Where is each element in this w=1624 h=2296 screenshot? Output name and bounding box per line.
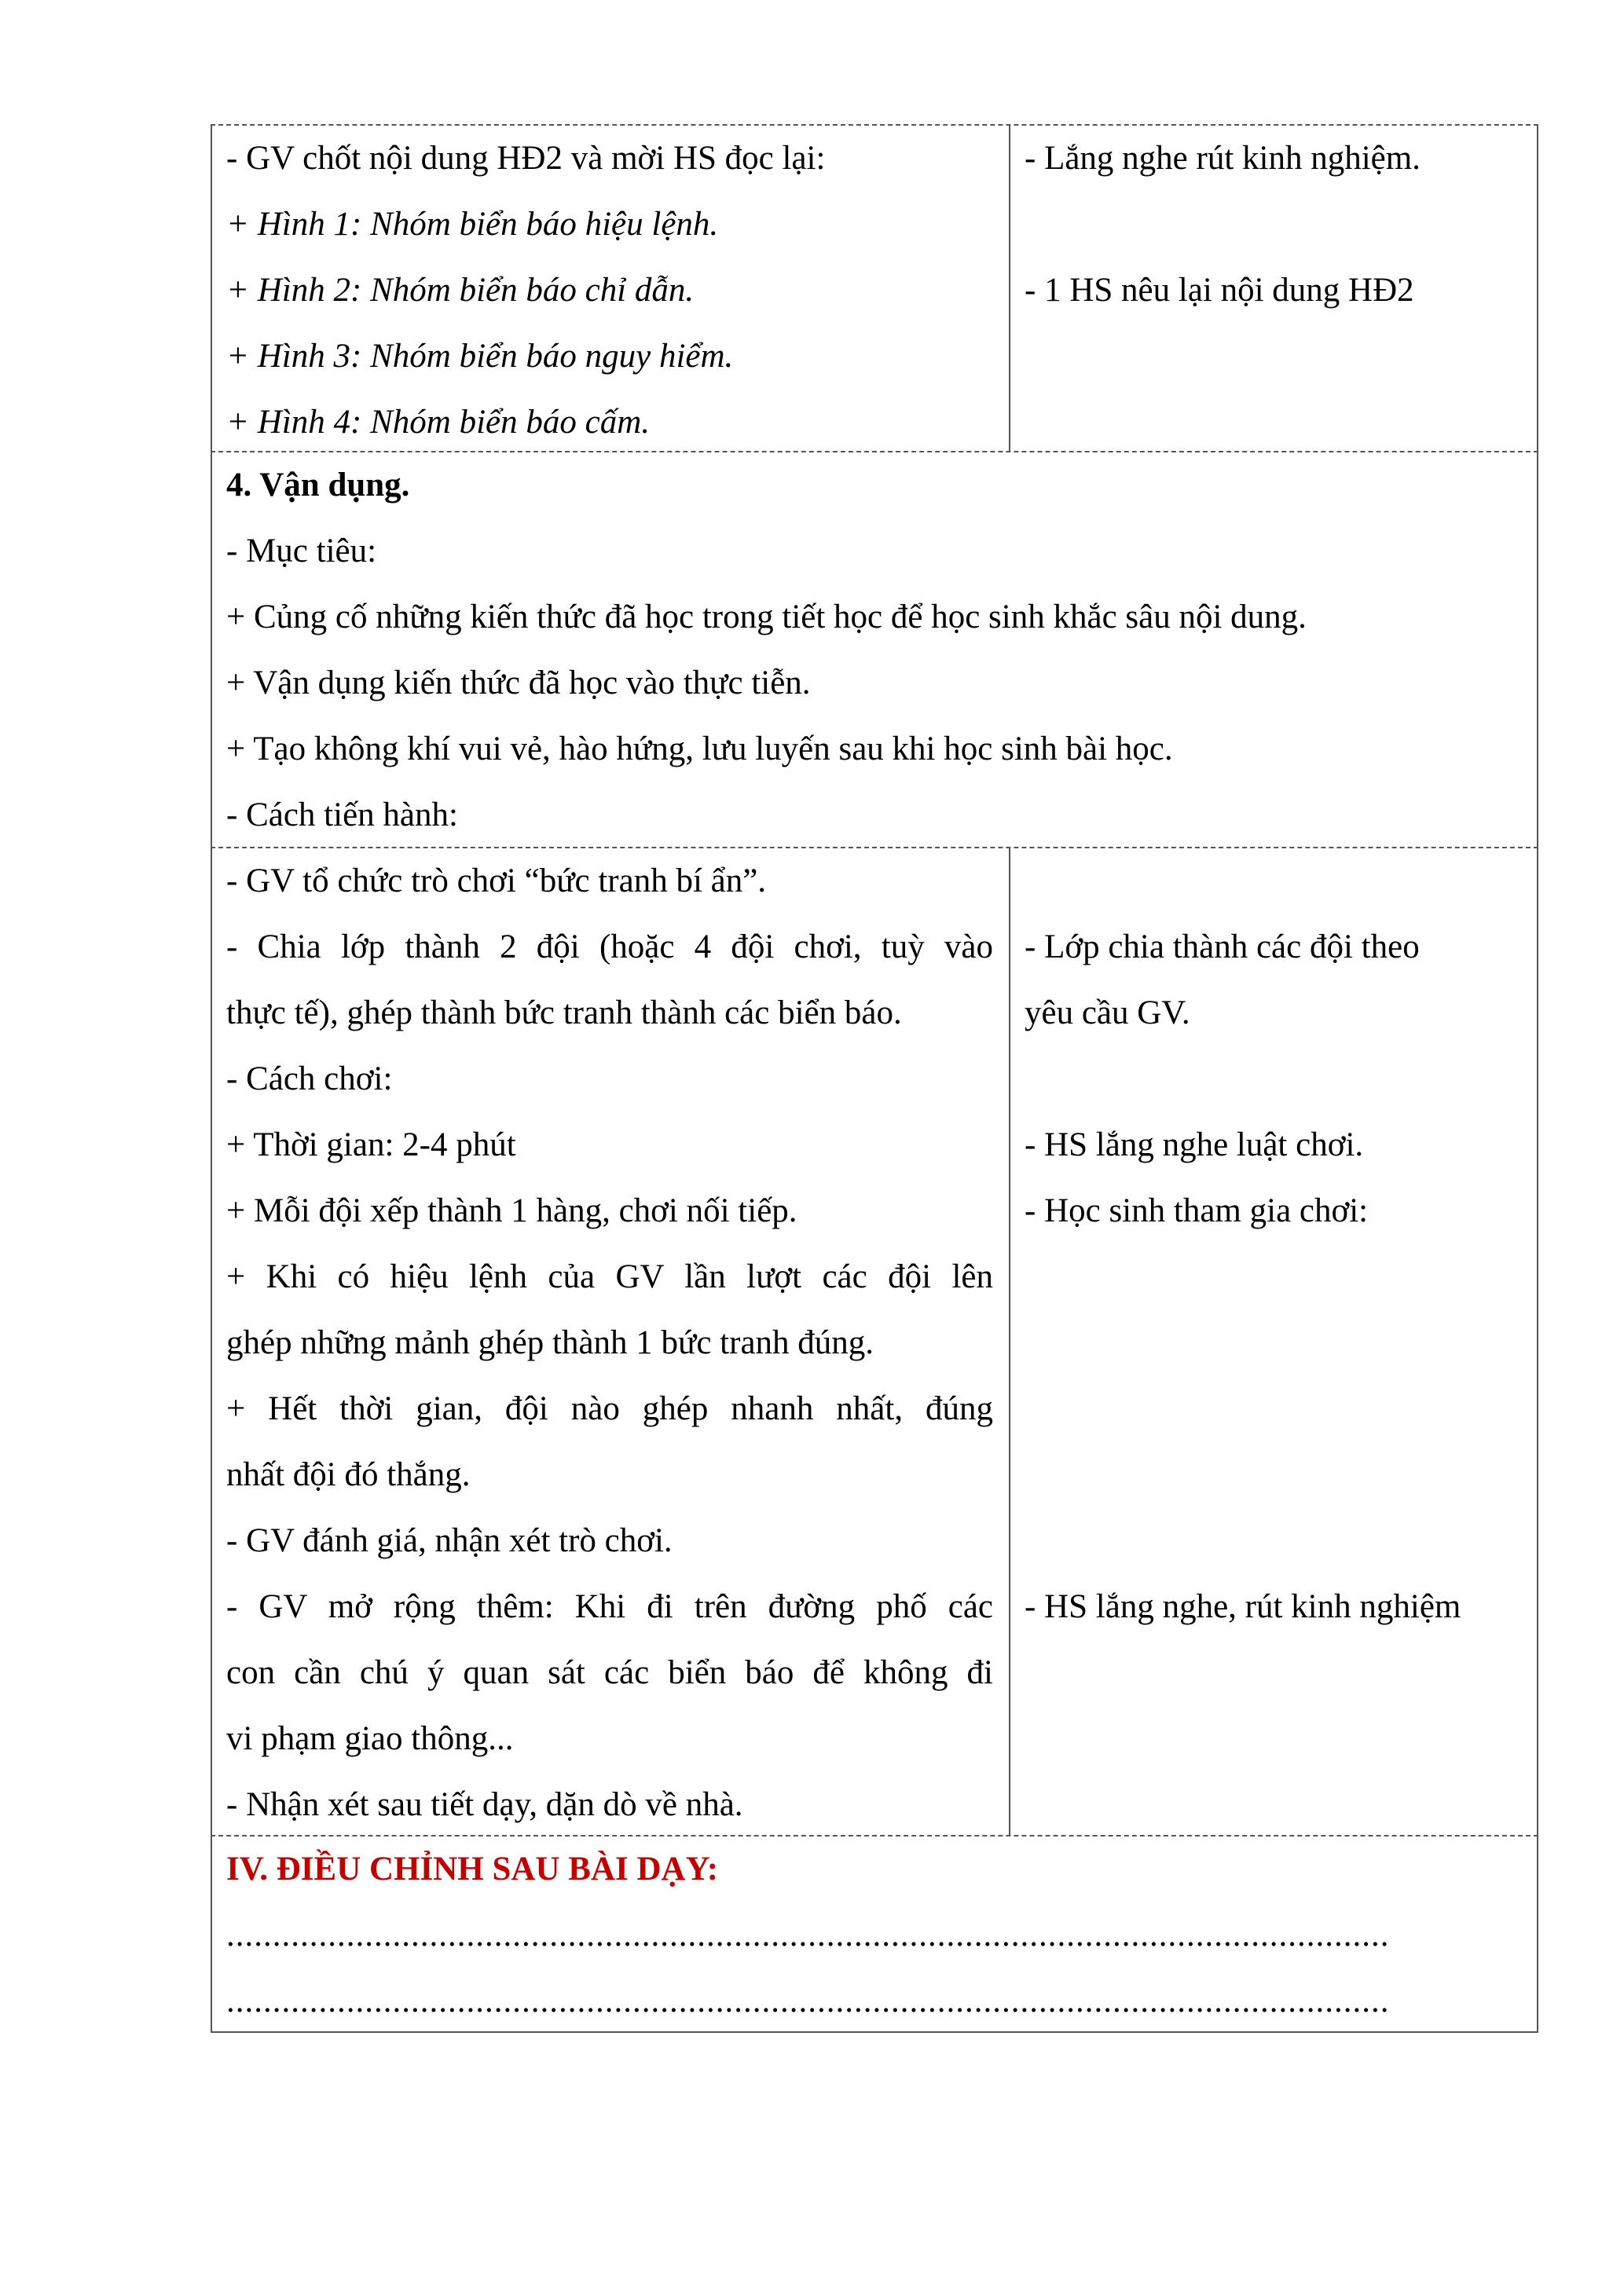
text-line: - Cách tiến hành: — [226, 796, 458, 833]
dotted-line: .............................................................................................................................. — [226, 1917, 1390, 1954]
student-column — [1010, 126, 1537, 451]
hd2-summary-row — [211, 124, 1538, 451]
text-line: - Nhận xét sau tiết dạy, dặn dò về nhà. — [226, 1786, 743, 1823]
text-line: + Khi có hiệu lệnh của GV lần lượt các đội lên — [226, 1258, 993, 1295]
text-line: - GV tổ chức trò chơi “bức tranh bí ẩn”. — [226, 862, 767, 899]
text-line: yêu cầu GV. — [1025, 994, 1190, 1031]
adjustment-section — [211, 1835, 1538, 2033]
text-line: + Thời gian: 2-4 phút — [226, 1126, 516, 1163]
text-line: ghép những mảnh ghép thành 1 bức tranh đúng. — [226, 1324, 874, 1361]
dotted-line: .............................................................................................................................. — [226, 1983, 1390, 2020]
text-line: + Hình 1: Nhóm biển báo hiệu lệnh. — [226, 206, 719, 243]
text-line: - GV đánh giá, nhận xét trò chơi. — [226, 1522, 673, 1559]
text-line: - GV mở rộng thêm: Khi đi trên đường phố các — [226, 1588, 993, 1625]
text-line — [1025, 1442, 1524, 1508]
section-heading: 4. Vận dụng. — [226, 467, 410, 504]
text-line: - Cách chơi: — [226, 1060, 393, 1097]
text-line: nhất đội đó thắng. — [226, 1456, 471, 1493]
text-line: + Vận dụng kiến thức đã học vào thực tiễn. — [226, 665, 811, 701]
text-line: + Hết thời gian, đội nào ghép nhanh nhất, đúng — [226, 1390, 993, 1427]
text-line: - Học sinh tham gia chơi: — [1025, 1192, 1369, 1229]
game-row — [211, 847, 1538, 1835]
text-line: - Mục tiêu: — [226, 533, 377, 569]
text-line: + Hình 2: Nhóm biển báo chỉ dẫn. — [226, 272, 695, 309]
text-line: thực tế), ghép thành bức tranh thành các biển báo. — [226, 994, 902, 1031]
text-line: - GV chốt nội dung HĐ2 và mời HS đọc lại: — [226, 140, 826, 177]
text-line: - Lắng nghe rút kinh nghiệm. — [1025, 140, 1421, 177]
text-line: - Lớp chia thành các đội theo — [1025, 928, 1420, 965]
text-line: + Hình 4: Nhóm biển báo cấm. — [226, 404, 650, 441]
text-line: con cần chú ý quan sát các biển báo để không đi — [226, 1654, 993, 1691]
text-line: + Hình 3: Nhóm biển báo nguy hiểm. — [226, 338, 734, 375]
text-line: + Củng cố những kiến thức đã học trong tiết học để học sinh khắc sâu nội dung. — [226, 599, 1307, 635]
teacher-column — [212, 848, 1010, 1835]
text-line — [1025, 1376, 1524, 1442]
text-line — [1025, 1508, 1524, 1574]
teacher-column — [212, 126, 1010, 451]
text-line: + Tạo không khí vui vẻ, hào hứng, lưu luyến sau khi học sinh bài học. — [226, 731, 1173, 767]
text-line — [1025, 192, 1524, 258]
student-column — [1010, 848, 1537, 1835]
text-line: vi phạm giao thông... — [226, 1720, 514, 1757]
vandung-section — [211, 451, 1538, 847]
text-line: - HS lắng nghe, rút kinh nghiệm — [1025, 1588, 1461, 1625]
text-line — [1025, 1244, 1524, 1310]
text-line: + Mỗi đội xếp thành 1 hàng, chơi nối tiếp. — [226, 1192, 797, 1229]
text-line — [1025, 1046, 1524, 1112]
text-line — [1025, 1310, 1524, 1376]
text-line: - 1 HS nêu lại nội dung HĐ2 — [1025, 272, 1414, 309]
section-heading: IV. ĐIỀU CHỈNH SAU BÀI DẠY: — [226, 1851, 719, 1888]
text-line: - Chia lớp thành 2 đội (hoặc 4 đội chơi, tuỳ vào — [226, 928, 993, 965]
text-line — [1025, 848, 1524, 914]
text-line: - HS lắng nghe luật chơi. — [1025, 1126, 1364, 1163]
